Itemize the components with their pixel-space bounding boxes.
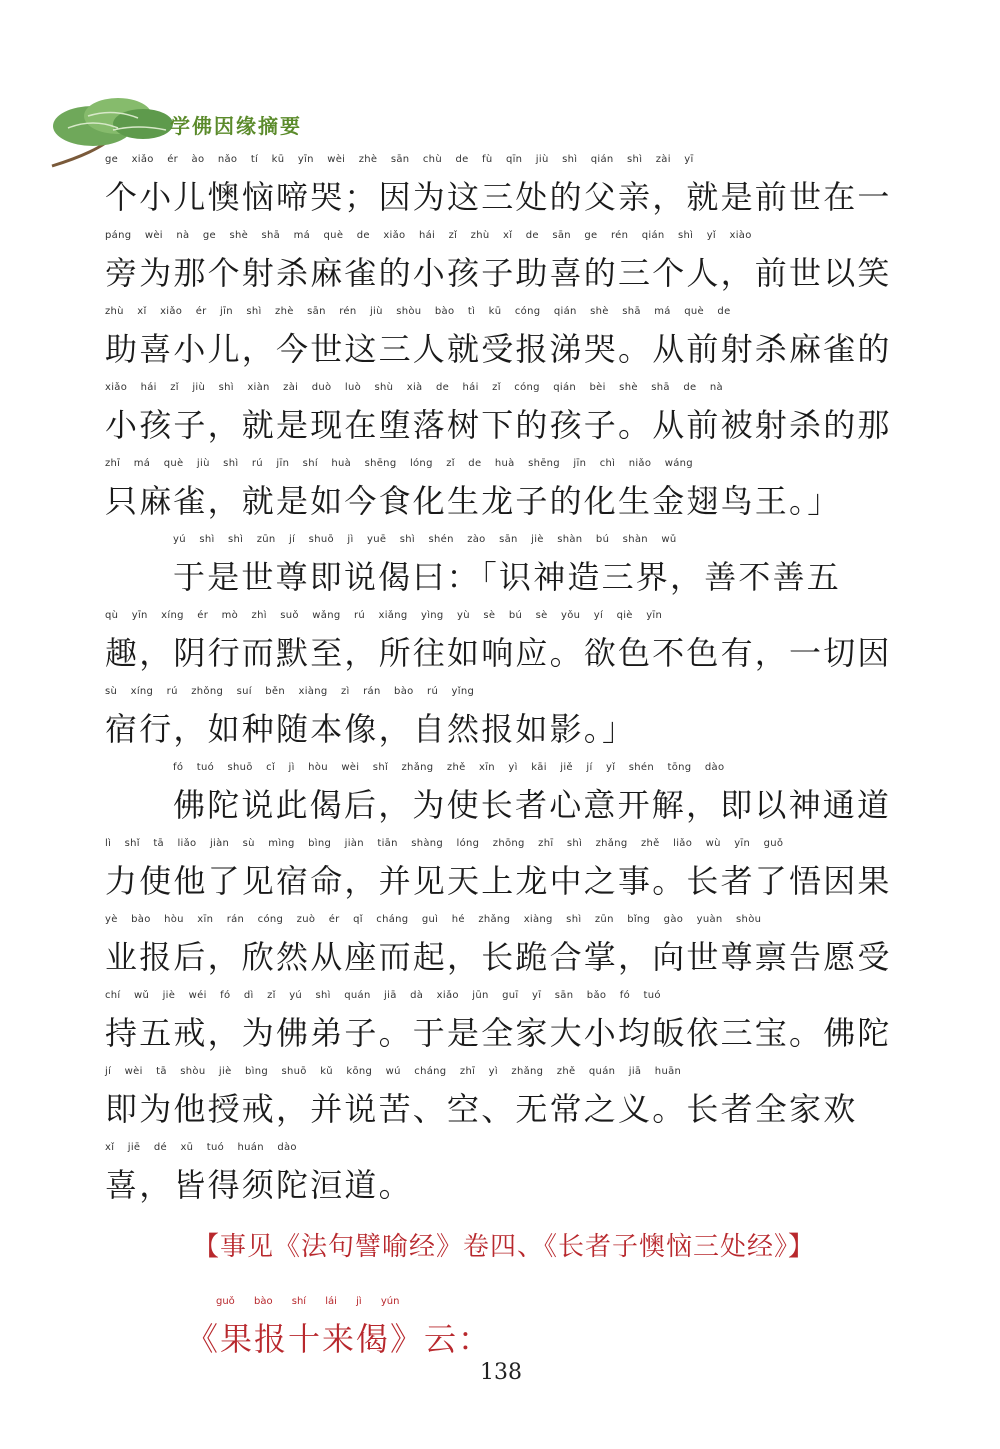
pinyin-annotation: zhù xǐ xiǎo ér jīn shì zhè sān rén jiù shòu bào tì kū cóng qián shè shā má què de (105, 306, 731, 317)
text-line-content: 业报后，欣然从座而起，长跪合掌，向世尊禀告愿受 (105, 938, 892, 976)
text-line (105, 1064, 900, 1140)
pinyin-annotation: chí wǔ jiè wéi fó dì zǐ yú shì quán jiā dà xiǎo jūn guī yī sān bǎo fó tuó (105, 990, 661, 1001)
text-line (105, 304, 900, 380)
pinyin-annotation: xiǎo hái zǐ jiù shì xiàn zài duò luò shù xià de hái zǐ cóng qián bèi shè shā de nà (105, 382, 723, 393)
text-line (105, 1140, 900, 1216)
source-citation: 【事见《法句譬喻经》卷四、《长者子懊恼三处经》】 (193, 1232, 816, 1262)
pinyin-annotation: páng wèi nà ge shè shā má què de xiǎo hái zǐ zhù xǐ de sān ge rén qián shì yǐ xiào (105, 230, 752, 241)
text-line (105, 684, 900, 760)
text-line-content: 力使他了见宿命，并见天上龙中之事。长者了悟因果 (105, 862, 892, 900)
text-line-content: 小孩子，就是现在堕落树下的孩子。从前被射杀的那 (105, 406, 892, 444)
pinyin-annotation: zhī má què jiù shì rú jīn shí huà shēng lóng zǐ de huà shēng jīn chì niǎo wáng (105, 458, 693, 469)
text-line-content: 个小儿懊恼啼哭；因为这三处的父亲，就是前世在一 (105, 178, 892, 216)
text-line-content: 助喜小儿，今世这三人就受报涕哭。从前射杀麻雀的 (105, 330, 892, 368)
verse-title: 《果报十来偈》云： (186, 1320, 493, 1358)
text-line (105, 760, 900, 836)
text-line (105, 988, 900, 1064)
page-number: 138 (480, 1360, 522, 1385)
text-line (105, 152, 900, 228)
text-line-content: 旁为那个射杀麻雀的小孩子助喜的三个人，前世以笑 (105, 254, 892, 292)
text-line (105, 608, 900, 684)
text-line (105, 380, 900, 456)
text-line-content: 即为他授戒，并说苦、空、无常之义。长者全家欢 (105, 1090, 858, 1128)
pinyin-annotation: yú shì shì zūn jí shuō jì yuē shì shén zào sān jiè shàn bú shàn wǔ (173, 534, 677, 545)
body-text (105, 152, 900, 1216)
text-line-content: 佛陀说此偈后，为使长者心意开解，即以神通道 (173, 786, 892, 824)
text-line (105, 836, 900, 912)
header-title: 学佛因缘摘要 (170, 114, 302, 138)
text-line (105, 532, 900, 608)
pinyin-annotation: fó tuó shuō cǐ jì hòu wèi shǐ zhǎng zhě xīn yì kāi jiě jí yǐ shén tōng dào (173, 762, 725, 773)
text-line-content: 宿行，如种随本像，自然报如影。」 (105, 710, 637, 748)
pinyin-annotation: ge xiǎo ér ào nǎo tí kū yīn wèi zhè sān chù de fù qīn jiù shì qián shì zài yī (105, 154, 694, 165)
text-line (105, 456, 900, 532)
pinyin-annotation: lì shǐ tā liǎo jiàn sù mìng bìng jiàn tiān shàng lóng zhōng zhī shì zhǎng zhě liǎo wù yīn guǒ (105, 838, 784, 849)
pinyin-annotation: yè bào hòu xīn rán cóng zuò ér qǐ cháng guì hé zhǎng xiàng shì zūn bǐng gào yuàn shòu (105, 914, 762, 925)
pinyin-annotation: qù yīn xíng ér mò zhì suǒ wǎng rú xiǎng yìng yù sè bú sè yǒu yí qiè yīn (105, 610, 663, 621)
text-line-content: 于是世尊即说偈曰：「识神造三界，善不善五 (173, 558, 842, 596)
pinyin-annotation: xǐ jiē dé xū tuó huán dào (105, 1142, 297, 1153)
pinyin-annotation: sù xíng rú zhǒng suí běn xiàng zì rán bào rú yǐng (105, 686, 475, 697)
text-line-content: 持五戒，为佛弟子。于是全家大小均皈依三宝。佛陀 (105, 1014, 892, 1052)
text-line-content: 趣，阴行而默至，所往如响应。欲色不色有，一切因 (105, 634, 892, 672)
pinyin-annotation: guǒ bào shí lái jì yún (216, 1296, 400, 1307)
text-line (105, 912, 900, 988)
pinyin-annotation: jí wèi tā shòu jiè bìng shuō kǔ kōng wú cháng zhī yì zhǎng zhě quán jiā huān (105, 1066, 682, 1077)
text-line (105, 228, 900, 304)
text-line-content: 喜，皆得须陀洹道。 (105, 1166, 413, 1204)
text-line-content: 只麻雀，就是如今食化生龙子的化生金翅鸟王。」 (105, 482, 842, 520)
